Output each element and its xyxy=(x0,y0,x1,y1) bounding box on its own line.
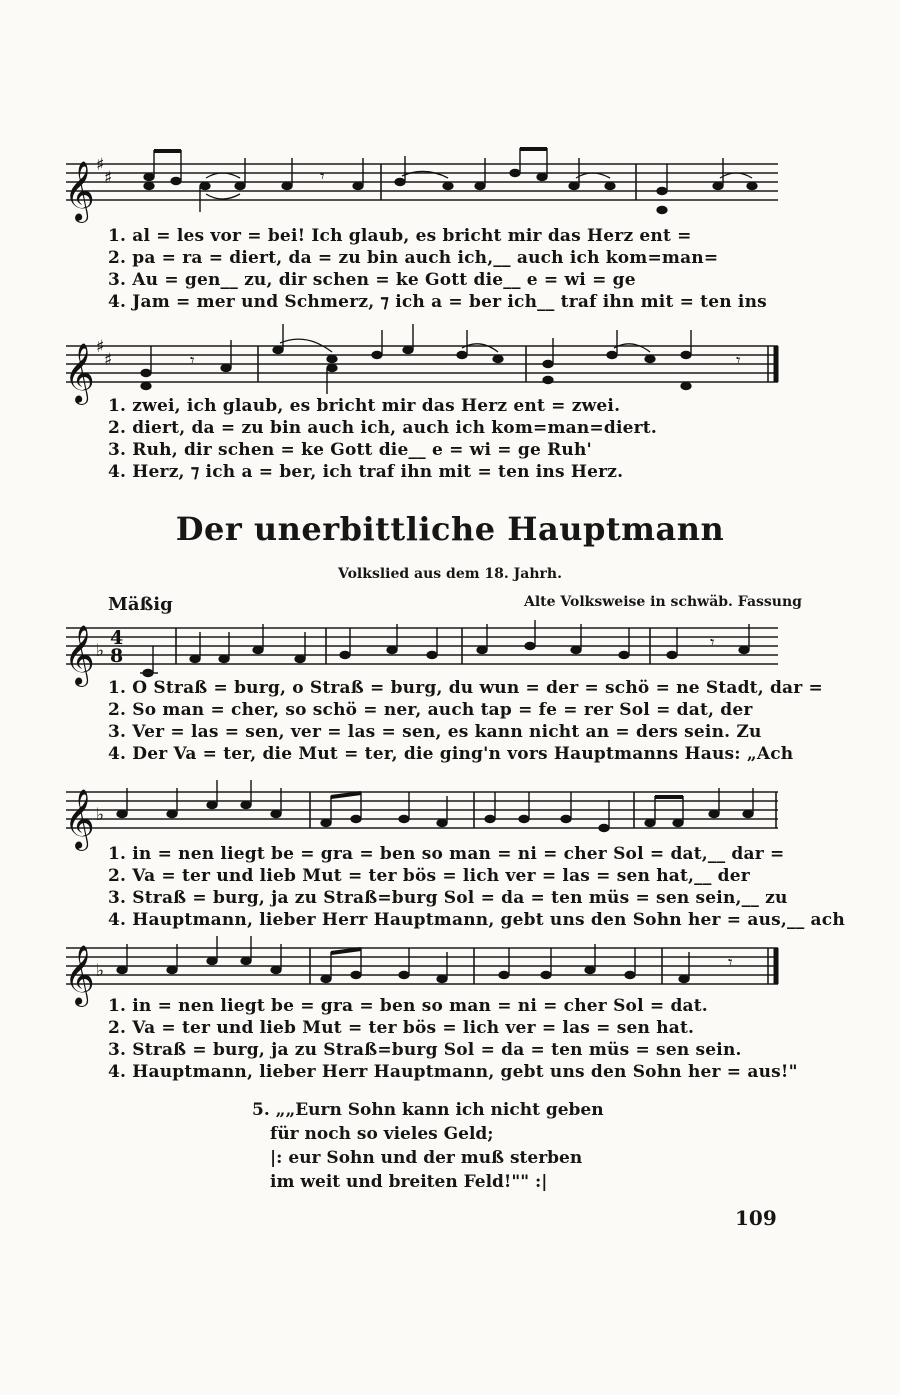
treble-clef-icon: 𝄞 xyxy=(64,343,95,403)
treble-clef-icon: 𝄞 xyxy=(64,945,95,1005)
lyric-line: 3. Ver = las = sen, ver = las = sen, es kann nicht an = ders sein. Zu xyxy=(108,722,762,742)
sharp-icon: ♯ xyxy=(96,155,105,175)
sharp-icon: ♯ xyxy=(104,350,113,370)
lyric-line: 1. al = les vor = bei! Ich glaub, es bricht mir das Herz ent = xyxy=(108,226,692,246)
tempo-marking: Mäßig xyxy=(108,594,173,615)
treble-clef-icon: 𝄞 xyxy=(64,789,95,849)
lyric-line: 4. Jam = mer und Schmerz, ⁊ ich a = ber ich__ traf ihn mit = ten ins xyxy=(108,292,767,312)
sharp-icon: ♯ xyxy=(96,337,105,357)
lyric-line: 2. Va = ter und lieb Mut = ter bös = lich ver = las = sen hat,__ der xyxy=(108,866,750,886)
lyric-line: 1. in = nen liegt be = gra = ben so man = ni = cher Sol = dat. xyxy=(108,996,708,1016)
lyric-line: 2. diert, da = zu bin auch ich, auch ich kom=man=diert. xyxy=(108,418,657,438)
page-number: 109 xyxy=(735,1206,777,1230)
flat-icon: ♭ xyxy=(96,805,105,825)
sharp-icon: ♯ xyxy=(104,168,113,188)
lyric-line: 3. Straß = burg, ja zu Straß=burg Sol = da = ten müs = sen sein,__ zu xyxy=(108,888,788,908)
lyric-line: 2. Va = ter und lieb Mut = ter bös = lich ver = las = sen hat. xyxy=(108,1018,695,1038)
lyric-line: 3. Au = gen__ zu, dir schen = ke Gott die__ e = wi = ge xyxy=(108,270,636,290)
lyric-line: 3. Straß = burg, ja zu Straß=burg Sol = da = ten müs = sen sein. xyxy=(108,1040,742,1060)
song-title: Der unerbittliche Hauptmann xyxy=(175,510,725,548)
lyric-line: 4. Hauptmann, lieber Herr Hauptmann, gebt uns den Sohn her = aus,__ ach xyxy=(108,910,845,930)
time-signature-top: 4 xyxy=(110,627,124,649)
verse-5 xyxy=(252,1098,604,1194)
verse-5-line: im weit und breiten Feld!"" :| xyxy=(270,1172,548,1192)
song-subtitle: Volkslied aus dem 18. Jahrh. xyxy=(338,566,562,582)
lyric-line: 2. pa = ra = diert, da = zu bin auch ich,__ auch ich kom=man= xyxy=(108,248,719,268)
flat-icon: ♭ xyxy=(96,641,105,661)
lyric-line: 1. zwei, ich glaub, es bricht mir das Herz ent = zwei. xyxy=(108,396,621,416)
svg-text:𝄾: 𝄾 xyxy=(710,633,715,653)
lyric-line: 4. Herz, ⁊ ich a = ber, ich traf ihn mit = ten ins Herz. xyxy=(108,462,624,482)
svg-text:𝄾: 𝄾 xyxy=(728,953,733,973)
music-staff-song1-system1 xyxy=(0,140,900,230)
lyric-line: 1. O Straß = burg, o Straß = burg, du wun = der = schö = ne Stadt, dar = xyxy=(108,678,823,698)
svg-text:𝄾: 𝄾 xyxy=(736,351,741,371)
lyric-line: 4. Der Va = ter, die Mut = ter, die ging'n vors Hauptmanns Haus: „Ach xyxy=(108,744,794,764)
melody-source: Alte Volksweise in schwäb. Fassung xyxy=(524,594,802,610)
verse-5-line: |: eur Sohn und der muß sterben xyxy=(270,1148,583,1168)
svg-text:𝄾: 𝄾 xyxy=(190,351,195,371)
svg-text:𝄾: 𝄾 xyxy=(320,167,325,187)
lyric-line: 1. in = nen liegt be = gra = ben so man = ni = cher Sol = dat,__ dar = xyxy=(108,844,785,864)
treble-clef-icon: 𝄞 xyxy=(64,161,95,221)
verse-5-line: 5. „„Eurn Sohn kann ich nicht geben xyxy=(252,1100,604,1120)
lyric-line: 2. So man = cher, so schö = ner, auch tap = fe = rer Sol = dat, der xyxy=(108,700,753,720)
flat-icon: ♭ xyxy=(96,961,105,981)
time-signature-bottom: 8 xyxy=(110,645,124,667)
verse-5-line: für noch so vieles Geld; xyxy=(270,1124,494,1144)
lyric-line: 4. Hauptmann, lieber Herr Hauptmann, gebt uns den Sohn her = aus!" xyxy=(108,1062,798,1082)
lyric-line: 3. Ruh, dir schen = ke Gott die__ e = wi = ge Ruh' xyxy=(108,440,592,460)
treble-clef-icon: 𝄞 xyxy=(64,625,95,685)
